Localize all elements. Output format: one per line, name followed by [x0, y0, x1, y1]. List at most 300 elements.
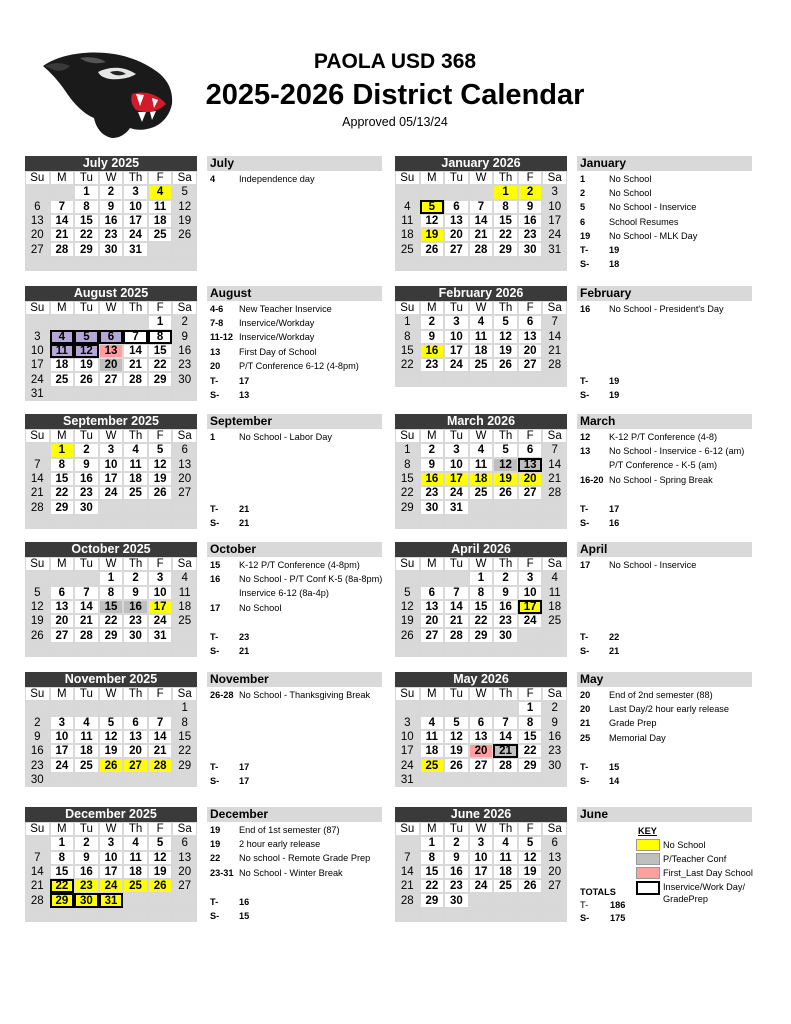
events-month-title: June: [577, 807, 752, 822]
empty-cell: [99, 257, 124, 271]
day-cell: 1: [395, 443, 420, 457]
day-cell: 1: [99, 571, 124, 585]
weekday-header: Th: [493, 429, 518, 443]
day-cell: 3: [444, 443, 469, 457]
events-month-title: May: [577, 672, 752, 687]
day-cell: 27: [99, 372, 124, 386]
empty-cell: [395, 257, 420, 271]
day-cell: 16: [493, 600, 518, 614]
day-cell: 4: [493, 836, 518, 850]
day-cell: 16: [25, 744, 50, 758]
totals-t-label: T-: [580, 900, 589, 910]
event-row: [577, 303, 752, 316]
day-cell: 16: [444, 865, 469, 879]
swatch-yellow-icon: [636, 839, 660, 851]
day-cell: 4: [123, 443, 148, 457]
day-cell: 6: [172, 443, 197, 457]
month-calendar-february-2026: [395, 286, 567, 387]
day-cell: 30: [542, 758, 567, 772]
event-date: S-: [580, 259, 590, 270]
weekday-header: W: [99, 687, 124, 701]
day-cell: 24: [99, 879, 124, 893]
empty-cell: [469, 185, 494, 199]
event-text: School Resumes: [609, 216, 679, 227]
day-cell: 3: [50, 716, 75, 730]
event-row: [207, 867, 382, 880]
event-text: No School - Labor Day: [239, 432, 332, 442]
empty-cell: [542, 257, 567, 271]
total-value: 17: [609, 503, 620, 514]
day-cell: 15: [395, 344, 420, 358]
day-cell: 7: [395, 851, 420, 865]
empty-cell: [420, 185, 445, 199]
weekday-header: W: [99, 171, 124, 185]
empty-cell: [395, 515, 420, 529]
day-cell: 13: [444, 214, 469, 228]
day-cell: 4: [74, 716, 99, 730]
day-cell: 17: [444, 344, 469, 358]
empty-cell: [50, 515, 75, 529]
day-cell: 13: [518, 458, 543, 472]
total-value: 19: [609, 389, 620, 400]
event-date: 19: [580, 230, 591, 241]
day-cell: 22: [99, 614, 124, 628]
event-text: Last Day/2 hour early release: [609, 704, 730, 715]
day-cell: 28: [542, 486, 567, 500]
empty-cell: [518, 500, 543, 514]
day-cell: 20: [518, 344, 543, 358]
day-cell: 11: [420, 730, 445, 744]
day-cell: 29: [420, 893, 445, 907]
total-label: S-: [210, 775, 220, 786]
day-cell: 4: [123, 836, 148, 850]
day-cell: 21: [123, 358, 148, 372]
event-date: 21: [580, 718, 591, 729]
day-cell: 13: [99, 344, 124, 358]
swatch-pink-icon: [636, 867, 660, 879]
day-cell: 2: [542, 701, 567, 715]
day-cell: 12: [493, 330, 518, 344]
day-cell: 14: [50, 214, 75, 228]
weekday-header: Tu: [74, 557, 99, 571]
day-cell: 11: [469, 330, 494, 344]
day-cell: 14: [542, 458, 567, 472]
weekday-header: F: [518, 429, 543, 443]
event-date: 7-8: [210, 318, 224, 329]
day-cell: 29: [518, 758, 543, 772]
day-cell: 2: [123, 571, 148, 585]
day-cell: 19: [444, 744, 469, 758]
total-label: S-: [580, 775, 590, 786]
day-cell: 1: [148, 315, 173, 329]
event-row: [577, 559, 752, 572]
empty-cell: [493, 908, 518, 922]
empty-cell: [50, 257, 75, 271]
weekday-header: Th: [123, 429, 148, 443]
event-row: [207, 852, 382, 865]
calendar-month-title: March 2026: [395, 414, 567, 429]
empty-cell: [148, 242, 173, 256]
day-cell: 6: [172, 836, 197, 850]
empty-cell: [493, 893, 518, 907]
day-cell: 21: [395, 879, 420, 893]
day-cell: 12: [444, 730, 469, 744]
day-cell: 31: [99, 893, 124, 907]
month-total-row: [207, 631, 382, 644]
totals-t-value: 186: [610, 900, 626, 910]
day-cell: 5: [444, 716, 469, 730]
empty-cell: [518, 643, 543, 657]
day-cell: 5: [148, 443, 173, 457]
total-label: T-: [210, 761, 219, 772]
day-cell: 5: [395, 586, 420, 600]
empty-cell: [148, 500, 173, 514]
event-row: [207, 559, 382, 572]
day-cell: 28: [493, 758, 518, 772]
total-label: T-: [580, 503, 589, 514]
day-cell: 25: [420, 758, 445, 772]
day-cell: 7: [74, 586, 99, 600]
legend-key: [636, 826, 786, 907]
event-date: 4-6: [210, 304, 224, 314]
event-date: 17: [580, 560, 591, 570]
month-total-row: [577, 389, 752, 402]
day-cell: 10: [148, 586, 173, 600]
day-cell: 28: [25, 500, 50, 514]
total-value: 19: [609, 375, 620, 386]
day-cell: 15: [148, 344, 173, 358]
day-cell: 15: [420, 865, 445, 879]
weekday-header: M: [50, 301, 75, 315]
day-cell: 28: [469, 242, 494, 256]
total-label: T-: [210, 896, 219, 907]
total-value: 21: [239, 645, 250, 656]
empty-cell: [74, 387, 99, 401]
day-cell: 27: [172, 486, 197, 500]
empty-cell: [25, 571, 50, 585]
calendar-month-title: July 2025: [25, 156, 197, 171]
weekday-header: Sa: [172, 429, 197, 443]
day-cell: 4: [172, 571, 197, 585]
day-cell: 15: [493, 214, 518, 228]
event-text: First Day of School: [239, 346, 317, 357]
day-cell: 11: [542, 586, 567, 600]
day-cell: 24: [444, 486, 469, 500]
empty-cell: [395, 643, 420, 657]
day-cell: 31: [395, 773, 420, 787]
weekday-header: M: [50, 429, 75, 443]
empty-cell: [518, 773, 543, 787]
day-cell: 7: [148, 716, 173, 730]
day-cell: 29: [50, 500, 75, 514]
weekday-header: W: [469, 687, 494, 701]
day-cell: 10: [444, 458, 469, 472]
empty-cell: [74, 515, 99, 529]
total-label: S-: [210, 389, 220, 400]
empty-cell: [420, 643, 445, 657]
day-cell: 16: [99, 214, 124, 228]
day-cell: 14: [25, 472, 50, 486]
day-cell: 21: [74, 614, 99, 628]
day-cell: 30: [518, 242, 543, 256]
empty-cell: [172, 773, 197, 787]
day-cell: 8: [148, 330, 173, 344]
day-cell: 7: [469, 200, 494, 214]
empty-cell: [50, 773, 75, 787]
day-cell: 19: [74, 358, 99, 372]
key-label: No School: [663, 840, 706, 850]
day-cell: 7: [542, 443, 567, 457]
day-cell: 7: [123, 330, 148, 344]
event-date: 25: [580, 732, 591, 743]
day-cell: 9: [542, 716, 567, 730]
empty-cell: [172, 387, 197, 401]
day-cell: 12: [148, 851, 173, 865]
day-cell: 18: [123, 865, 148, 879]
total-value: 16: [609, 517, 620, 528]
day-cell: 24: [99, 486, 124, 500]
events-august: [207, 286, 382, 404]
day-cell: 4: [542, 571, 567, 585]
day-cell: 28: [395, 893, 420, 907]
day-cell: 29: [148, 372, 173, 386]
day-cell: 8: [395, 458, 420, 472]
weekday-header: Su: [25, 822, 50, 836]
day-cell: 22: [172, 744, 197, 758]
day-cell: 24: [444, 358, 469, 372]
calendar-month-title: August 2025: [25, 286, 197, 301]
day-cell: 1: [493, 185, 518, 199]
day-cell: 26: [493, 358, 518, 372]
day-cell: 23: [542, 744, 567, 758]
day-cell: 19: [518, 865, 543, 879]
day-cell: 27: [172, 879, 197, 893]
empty-cell: [469, 500, 494, 514]
weekday-header: Tu: [74, 301, 99, 315]
month-total-row: [207, 375, 382, 388]
empty-cell: [99, 387, 124, 401]
empty-cell: [74, 315, 99, 329]
day-cell: 11: [123, 458, 148, 472]
swatch-gray-icon: [636, 853, 660, 865]
day-cell: 21: [542, 344, 567, 358]
key-title: KEY: [638, 826, 657, 836]
key-item-first-last-day: [636, 867, 786, 881]
weekday-header: Su: [25, 557, 50, 571]
total-label: S-: [580, 517, 590, 528]
weekday-header: M: [50, 687, 75, 701]
day-cell: 19: [493, 344, 518, 358]
day-cell: 1: [469, 571, 494, 585]
day-cell: 5: [25, 586, 50, 600]
day-cell: 23: [420, 486, 445, 500]
day-cell: 10: [518, 586, 543, 600]
event-text: K-12 P/T Conference (4-8pm): [239, 560, 360, 570]
day-cell: 1: [172, 701, 197, 715]
weekday-header: Tu: [444, 822, 469, 836]
month-total-row: [577, 517, 752, 530]
weekday-header: Sa: [542, 301, 567, 315]
day-cell: 8: [172, 716, 197, 730]
month-total-row: [207, 645, 382, 658]
event-text: No School - President's Day: [609, 304, 724, 314]
day-cell: 23: [74, 879, 99, 893]
event-text: No School - Spring Break: [609, 474, 713, 485]
empty-cell: [542, 908, 567, 922]
calendar-grid: [25, 687, 197, 787]
event-text: Memorial Day: [609, 732, 666, 743]
day-cell: 15: [99, 600, 124, 614]
day-cell: 3: [444, 315, 469, 329]
day-cell: 29: [395, 500, 420, 514]
day-cell: 14: [123, 344, 148, 358]
day-cell: 2: [420, 315, 445, 329]
empty-cell: [99, 515, 124, 529]
event-date: 20: [580, 690, 591, 700]
day-cell: 12: [493, 458, 518, 472]
day-cell: 25: [123, 879, 148, 893]
event-date: 16: [210, 574, 221, 585]
total-label: T-: [580, 761, 589, 772]
day-cell: 2: [420, 443, 445, 457]
day-cell: 30: [25, 773, 50, 787]
empty-cell: [542, 628, 567, 642]
day-cell: 8: [74, 200, 99, 214]
day-cell: 2: [444, 836, 469, 850]
empty-cell: [542, 500, 567, 514]
event-date: 12: [580, 432, 591, 442]
day-cell: 13: [172, 458, 197, 472]
day-cell: 28: [148, 758, 173, 772]
weekday-header: M: [420, 822, 445, 836]
calendar-grid: [395, 171, 567, 271]
day-cell: 2: [25, 716, 50, 730]
month-total-row: [577, 645, 752, 658]
day-cell: 30: [444, 893, 469, 907]
day-cell: 3: [25, 330, 50, 344]
day-cell: 20: [172, 472, 197, 486]
weekday-header: Th: [493, 822, 518, 836]
day-cell: 25: [469, 358, 494, 372]
event-row: [577, 431, 752, 444]
empty-cell: [493, 701, 518, 715]
day-cell: 24: [518, 614, 543, 628]
day-cell: 22: [518, 744, 543, 758]
weekday-header: Th: [123, 822, 148, 836]
weekday-header: F: [518, 301, 543, 315]
weekday-header: Tu: [74, 687, 99, 701]
day-cell: 4: [420, 716, 445, 730]
key-label: Inservice/Work Day/: [663, 882, 746, 892]
weekday-header: W: [469, 429, 494, 443]
day-cell: 17: [395, 744, 420, 758]
day-cell: 23: [99, 228, 124, 242]
day-cell: 15: [518, 730, 543, 744]
day-cell: 5: [74, 330, 99, 344]
empty-cell: [148, 908, 173, 922]
empty-cell: [493, 500, 518, 514]
weekday-header: Th: [123, 301, 148, 315]
empty-cell: [123, 315, 148, 329]
calendar-grid: [395, 429, 567, 529]
year-totals: [580, 887, 626, 926]
empty-cell: [123, 257, 148, 271]
day-cell: 5: [99, 716, 124, 730]
event-row: [207, 838, 382, 851]
weekday-header: Sa: [542, 429, 567, 443]
weekday-header: M: [50, 822, 75, 836]
day-cell: 10: [25, 344, 50, 358]
month-calendar-november-2025: [25, 672, 197, 787]
event-text: No School - Inservice: [609, 560, 697, 570]
event-text: Inservice 6-12 (8a-4p): [239, 588, 329, 599]
day-cell: 21: [148, 744, 173, 758]
empty-cell: [123, 908, 148, 922]
day-cell: 9: [172, 330, 197, 344]
day-cell: 3: [518, 571, 543, 585]
event-date: 13: [210, 346, 221, 357]
event-row: [577, 459, 752, 472]
event-date: 6: [580, 216, 586, 227]
weekday-header: F: [148, 687, 173, 701]
empty-cell: [395, 372, 420, 386]
day-cell: 25: [493, 879, 518, 893]
day-cell: 29: [469, 628, 494, 642]
day-cell: 28: [74, 628, 99, 642]
event-text: P/T Conference 6-12 (4-8pm): [239, 360, 359, 371]
event-row: [577, 717, 752, 730]
day-cell: 7: [542, 315, 567, 329]
event-date: 20: [580, 704, 591, 715]
day-cell: 18: [50, 358, 75, 372]
empty-cell: [469, 257, 494, 271]
weekday-header: Su: [395, 822, 420, 836]
event-date: 13: [580, 446, 591, 457]
day-cell: 30: [123, 628, 148, 642]
day-cell: 7: [25, 851, 50, 865]
day-cell: 23: [74, 486, 99, 500]
day-cell: 12: [420, 214, 445, 228]
weekday-header: Su: [395, 429, 420, 443]
day-cell: 30: [172, 372, 197, 386]
day-cell: 10: [99, 851, 124, 865]
day-cell: 8: [493, 200, 518, 214]
weekday-header: M: [420, 557, 445, 571]
day-cell: 19: [25, 614, 50, 628]
day-cell: 2: [74, 443, 99, 457]
day-cell: 10: [99, 458, 124, 472]
event-text: Independence day: [239, 174, 315, 184]
day-cell: 22: [50, 879, 75, 893]
event-text: No School - Thanksgiving Break: [239, 690, 371, 700]
day-cell: 19: [148, 865, 173, 879]
day-cell: 18: [493, 865, 518, 879]
day-cell: 26: [518, 879, 543, 893]
weekday-header: F: [148, 301, 173, 315]
event-row: [207, 331, 382, 344]
empty-cell: [542, 773, 567, 787]
event-text: 19: [609, 245, 620, 255]
calendar-month-title: May 2026: [395, 672, 567, 687]
empty-cell: [25, 836, 50, 850]
month-calendar-april-2026: [395, 542, 567, 657]
day-cell: 9: [420, 330, 445, 344]
day-cell: 6: [123, 716, 148, 730]
weekday-header: M: [420, 301, 445, 315]
empty-cell: [74, 773, 99, 787]
total-value: 21: [239, 503, 250, 514]
event-date: 19: [210, 839, 221, 850]
